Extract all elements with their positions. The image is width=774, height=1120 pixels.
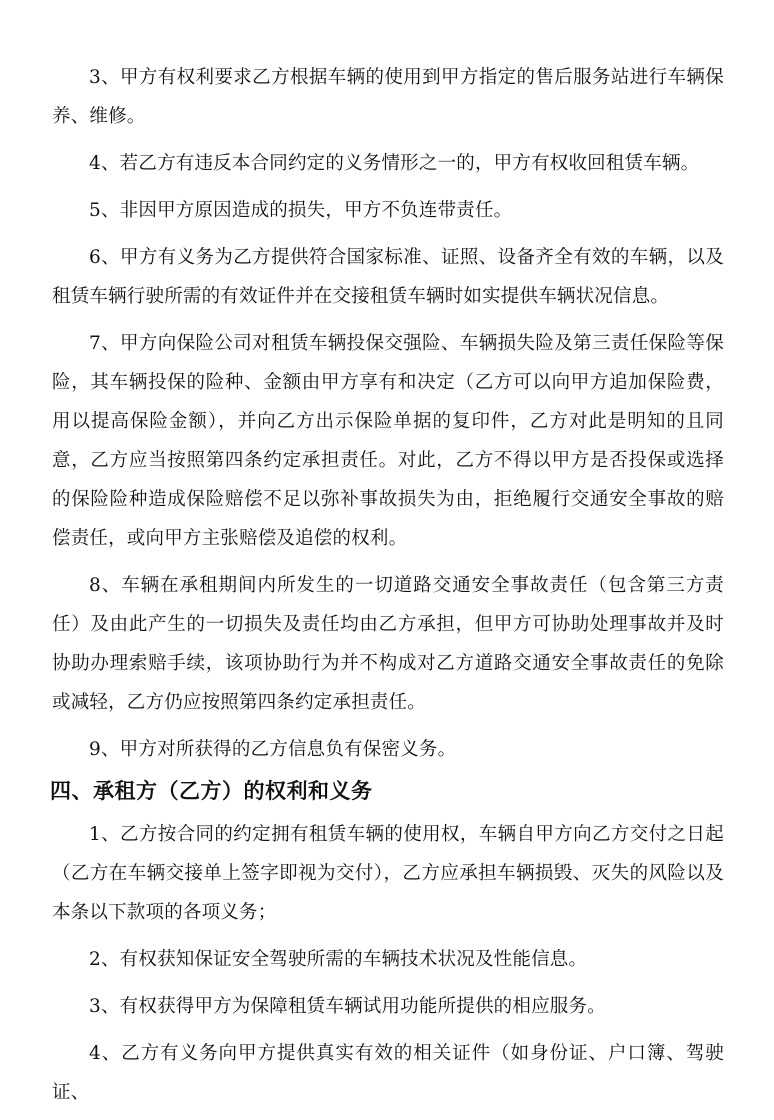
clause-paragraph: 6、甲方有义务为乙方提供符合国家标准、证照、设备齐全有效的车辆，以及租赁车辆行驶所需的有效证件并在交接租赁车辆时如实提供车辆状况信息。 — [52, 247, 724, 307]
document-page — [52, 58, 724, 1120]
clause-paragraph: 4、乙方有义务向甲方提供真实有效的相关证件（如身份证、户口簿、驾驶证、 — [52, 1043, 724, 1103]
clause-paragraph: 2、有权获知保证安全驾驶所需的车辆技术状况及性能信息。 — [89, 949, 588, 970]
clause-paragraph: 8、车辆在承租期间内所发生的一切道路交通安全事故责任（包含第三方责任）及由此产生的一切损失及责任均由乙方承担，但甲方可协助处理事故并及时协助办理索赔手续，该项协助行为并不构成对乙方道路交通安全事故责任的免除或减轻，乙方仍应按照第四条约定承担责任。 — [52, 575, 724, 713]
clause-paragraph: 3、有权获得甲方为保障租赁车辆试用功能所提供的相应服务。 — [89, 996, 606, 1017]
section-heading: 四、承租方（乙方）的权利和义务 — [50, 779, 373, 803]
clause-paragraph: 3、甲方有权利要求乙方根据车辆的使用到甲方指定的售后服务站进行车辆保养、维修。 — [52, 67, 724, 127]
clause-paragraph: 4、若乙方有违反本合同约定的义务情形之一的，甲方有权收回租赁车辆。 — [89, 153, 700, 174]
clause-paragraph: 1、乙方按合同的约定拥有租赁车辆的使用权，车辆自甲方向乙方交付之日起（乙方在车辆交接单上签字即视为交付），乙方应承担车辆损毁、灭失的风险以及本条以下款项的各项义务； — [52, 824, 724, 923]
clause-paragraph: 7、甲方向保险公司对租赁车辆投保交强险、车辆损失险及第三责任保险等保险，其车辆投保的险种、金额由甲方享有和决定（乙方可以向甲方追加保险费，用以提高保险金额），并向乙方出示保险单据的复印件，乙方对此是明知的且同意，乙方应当按照第四条约定承担责任。对此，乙方不得以甲方是否投保或选择的保险险种造成保险赔偿不足以弥补事故损失为由，拒绝履行交通安全事故的赔偿责任，或向甲方主张赔偿及追偿的权利。 — [52, 333, 724, 549]
clause-paragraph: 9、甲方对所获得的乙方信息负有保密义务。 — [89, 739, 457, 760]
clause-paragraph: 5、非因甲方原因造成的损失，甲方不负连带责任。 — [89, 200, 513, 221]
